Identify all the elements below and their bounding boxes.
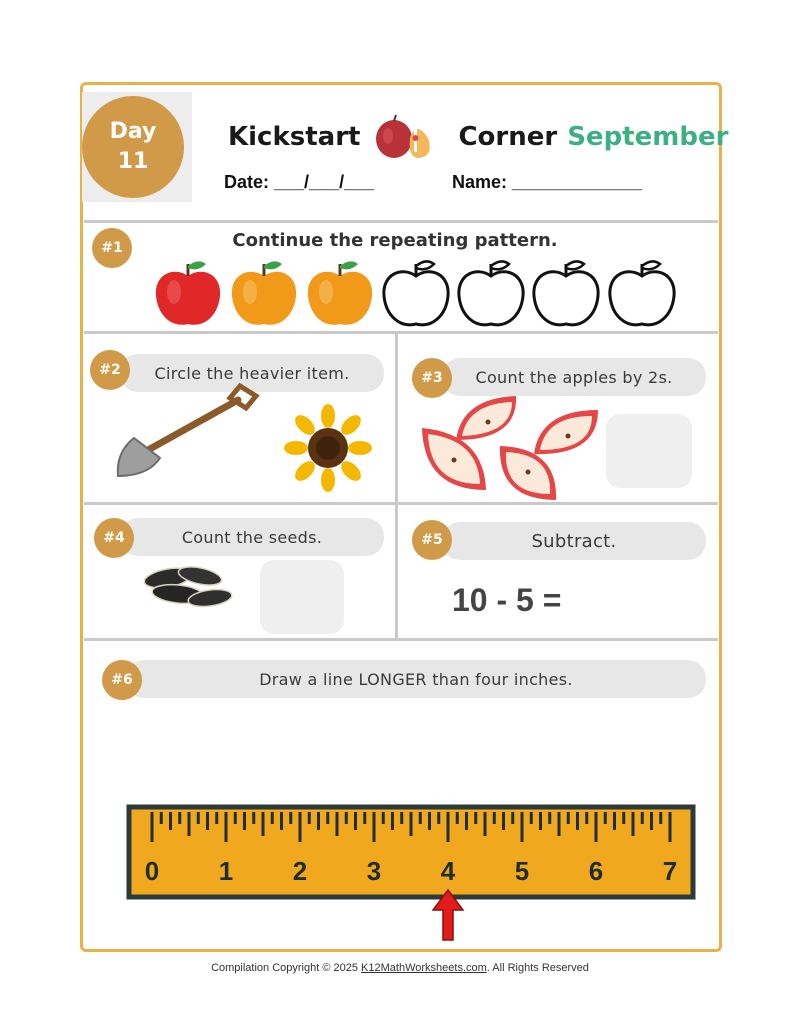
problem4-answer-box[interactable] (260, 560, 344, 634)
ruler-label: 0 (144, 856, 160, 886)
ruler-label: 7 (662, 856, 678, 886)
problem4-prompt: Count the seeds. (181, 527, 323, 547)
ruler-marker-arrow-icon (431, 888, 465, 942)
drawing-area[interactable] (100, 704, 700, 800)
red-apple-icon (152, 258, 224, 330)
problem6-number: #6 (111, 672, 133, 688)
problem3-number: #3 (421, 370, 443, 386)
apple-slice-icon (414, 424, 490, 494)
ruler-label: 3 (366, 856, 382, 886)
ruler (126, 804, 696, 900)
problem5-badge (412, 520, 452, 560)
divider-row2 (84, 502, 718, 505)
title-corner: Corner (458, 122, 558, 152)
problem3-badge (412, 358, 452, 398)
sunflower-icon[interactable] (286, 406, 370, 490)
problem5-prompt: Subtract. (531, 530, 617, 552)
problem1-badge (92, 228, 132, 268)
problem3-prompt: Count the apples by 2s. (475, 367, 673, 387)
blank-apple-icon[interactable] (606, 258, 678, 330)
date-field[interactable]: Date: ___/___/___ (224, 172, 375, 192)
name-field[interactable]: Name: _____________ (452, 172, 643, 192)
shovel-icon[interactable] (112, 384, 262, 484)
problem3-prompt-pill (442, 358, 706, 396)
footer-copyright (0, 962, 800, 974)
orange-apple-icon (304, 258, 376, 330)
day-badge (82, 96, 184, 198)
problem4-number: #4 (103, 530, 125, 546)
ruler-label: 2 (292, 856, 308, 886)
footer-suffix: . All Rights Reserved (486, 962, 589, 974)
orange-apple-icon (228, 258, 300, 330)
day-label: Day (109, 119, 157, 144)
subtraction-expression: 10 - 5 = (452, 582, 562, 618)
problem6-badge (102, 660, 142, 700)
problem1-number: #1 (101, 240, 123, 256)
problem4-badge (94, 518, 134, 558)
problem2-number: #2 (99, 362, 121, 378)
blank-apple-icon[interactable] (380, 258, 452, 330)
problem1-prompt: Continue the repeating pattern. (232, 230, 558, 251)
problem3-answer-box[interactable] (606, 414, 692, 488)
blank-apple-icon[interactable] (455, 258, 527, 330)
day-number: 11 (117, 149, 149, 174)
page-title (228, 112, 728, 162)
problem5-prompt-pill (442, 522, 706, 560)
divider-header (84, 220, 718, 223)
footer-link[interactable]: K12MathWorksheets.com (361, 962, 487, 974)
ruler-label: 6 (588, 856, 604, 886)
ruler-label: 5 (514, 856, 530, 886)
blank-apple-icon[interactable] (530, 258, 602, 330)
apples-logo-icon (370, 114, 448, 160)
title-month: September (567, 122, 729, 152)
apple-slice-icon (494, 440, 560, 504)
divider-row1 (84, 331, 718, 334)
ruler-label: 1 (218, 856, 234, 886)
divider-row3 (84, 638, 718, 641)
footer-prefix: Compilation Copyright © 2025 (211, 962, 362, 974)
problem2-prompt: Circle the heavier item. (154, 363, 350, 383)
divider-col-a (395, 331, 398, 641)
problem6-prompt-pill (126, 660, 706, 698)
sunflower-seeds-icon (138, 556, 238, 616)
ruler-label: 4 (440, 856, 456, 886)
problem5-number: #5 (421, 532, 443, 548)
problem4-prompt-pill (120, 518, 384, 556)
title-kickstart: Kickstart (228, 122, 361, 152)
problem6-prompt: Draw a line LONGER than four inches. (259, 669, 573, 689)
